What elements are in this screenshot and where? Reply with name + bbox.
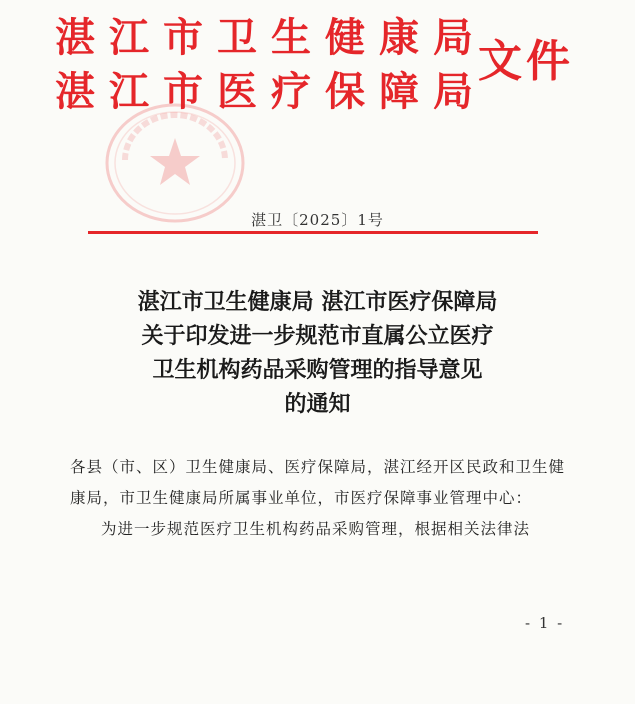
body-paragraph-1: 为进一步规范医疗卫生机构药品采购管理，根据相关法律法 [101,520,531,538]
title-line-3: 卫生机构药品采购管理的指导意见 [152,357,483,383]
page-number: - 1 - [525,614,565,632]
title-line-4: 的通知 [284,391,351,417]
title-line-1: 湛江市卫生健康局 湛江市医疗保障局 [137,289,498,315]
title-line-2: 关于印发进一步规范市直属公立医疗 [141,323,494,349]
document-body [70,452,570,545]
salutation-recipients: 各县（市、区）卫生健康局、医疗保障局，湛江经开区民政和卫生健康局，市卫生健康局所属事业单位，市医疗保障事业管理中心： [70,458,566,507]
document-number: 湛卫〔2025〕1号 [251,211,384,229]
issuing-agency-1: 湛江市卫生健康局 [55,14,487,61]
red-divider-line [88,231,538,234]
document-header [0,0,635,240]
document-type-label: 文件 [478,36,574,87]
document-title [0,285,635,421]
issuing-agency-2: 湛江市医疗保障局 [55,68,487,115]
